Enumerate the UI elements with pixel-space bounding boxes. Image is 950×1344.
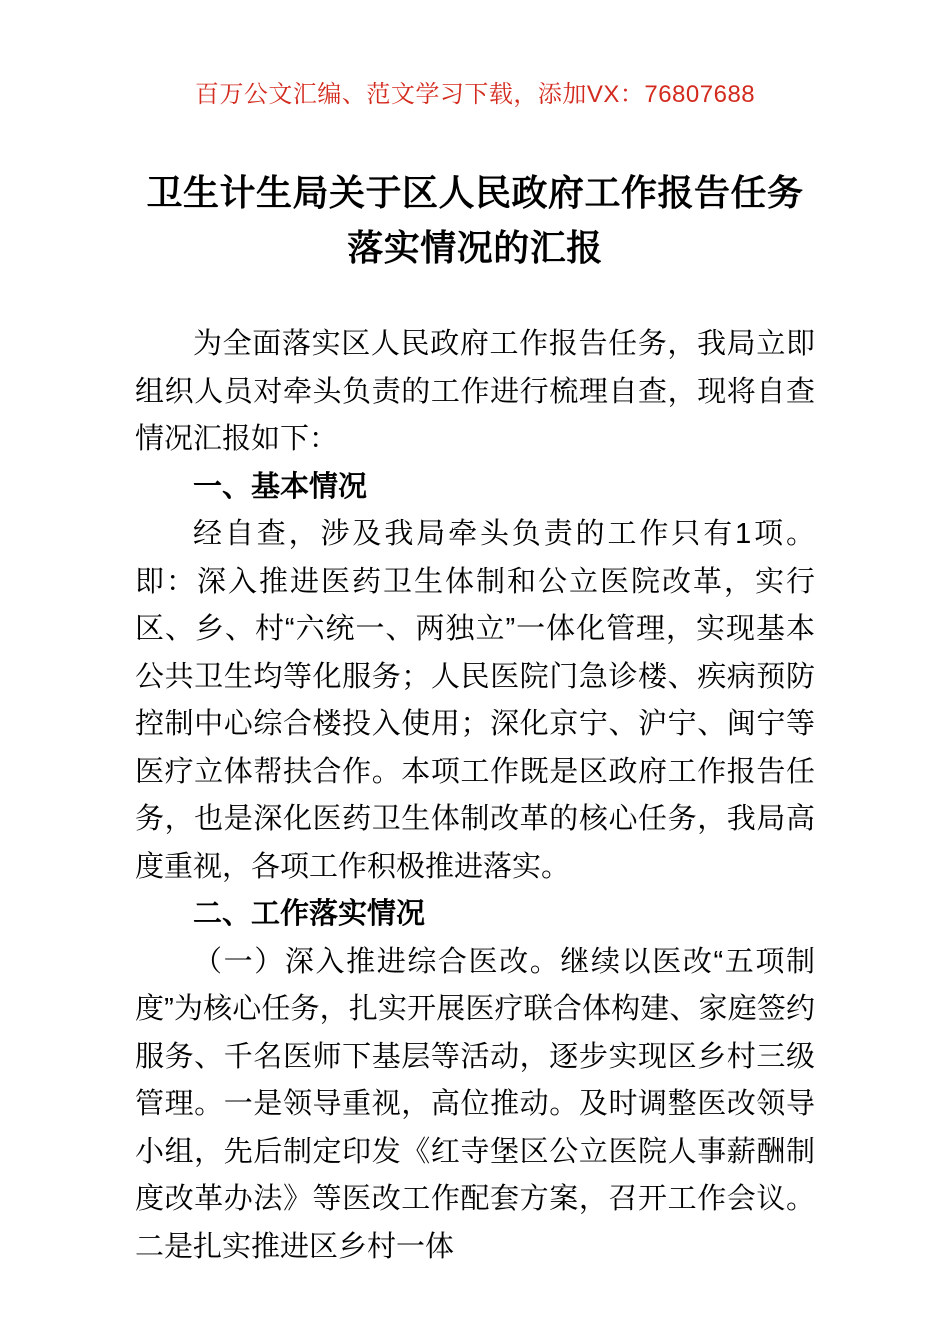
- intro-paragraph: 为全面落实区人民政府工作报告任务，我局立即组织人员对牵头负责的工作进行梳理自查，现将自查情况汇报如下：: [135, 328, 815, 455]
- section-heading-2: 二、工作落实情况: [193, 898, 426, 930]
- section-1-paragraph: 经自查，涉及我局牵头负责的工作只有1项。即：深入推进医药卫生体制和公立医院改革，实行区、乡、村“六统一、两独立”一体化管理，实现基本公共卫生均等化服务；人民医院门急诊楼、疾病预防控制中心综合楼投入使用；深化京宁、沪宁、闽宁等医疗立体帮扶合作。本项工作既是区政府工作报告任务，也是深化医药卫生体制改革的核心任务，我局高度重视，各项工作积极推进落实。: [135, 518, 815, 883]
- document-body: [135, 165, 815, 1271]
- page-title: 卫生计生局关于区人民政府工作报告任务落实情况的汇报: [146, 172, 804, 268]
- section-2-item-1-paragraph: （一）深入推进综合医改。继续以医改“五项制度”为核心任务，扎实开展医疗联合体构建、家庭签约服务、千名医师下基层等活动，逐步实现区乡村三级管理。一是领导重视，高位推动。及时调整医改领导小组，先后制定印发《红寺堡区公立医院人事薪酬制度改革办法》等医改工作配套方案，召开工作会议。二是扎实推进区乡村一体: [135, 945, 815, 1263]
- watermark-promo-text: 百万公文汇编、范文学习下载，添加VX：76807688: [194, 81, 756, 108]
- section-heading-1: 一、基本情况: [193, 470, 368, 503]
